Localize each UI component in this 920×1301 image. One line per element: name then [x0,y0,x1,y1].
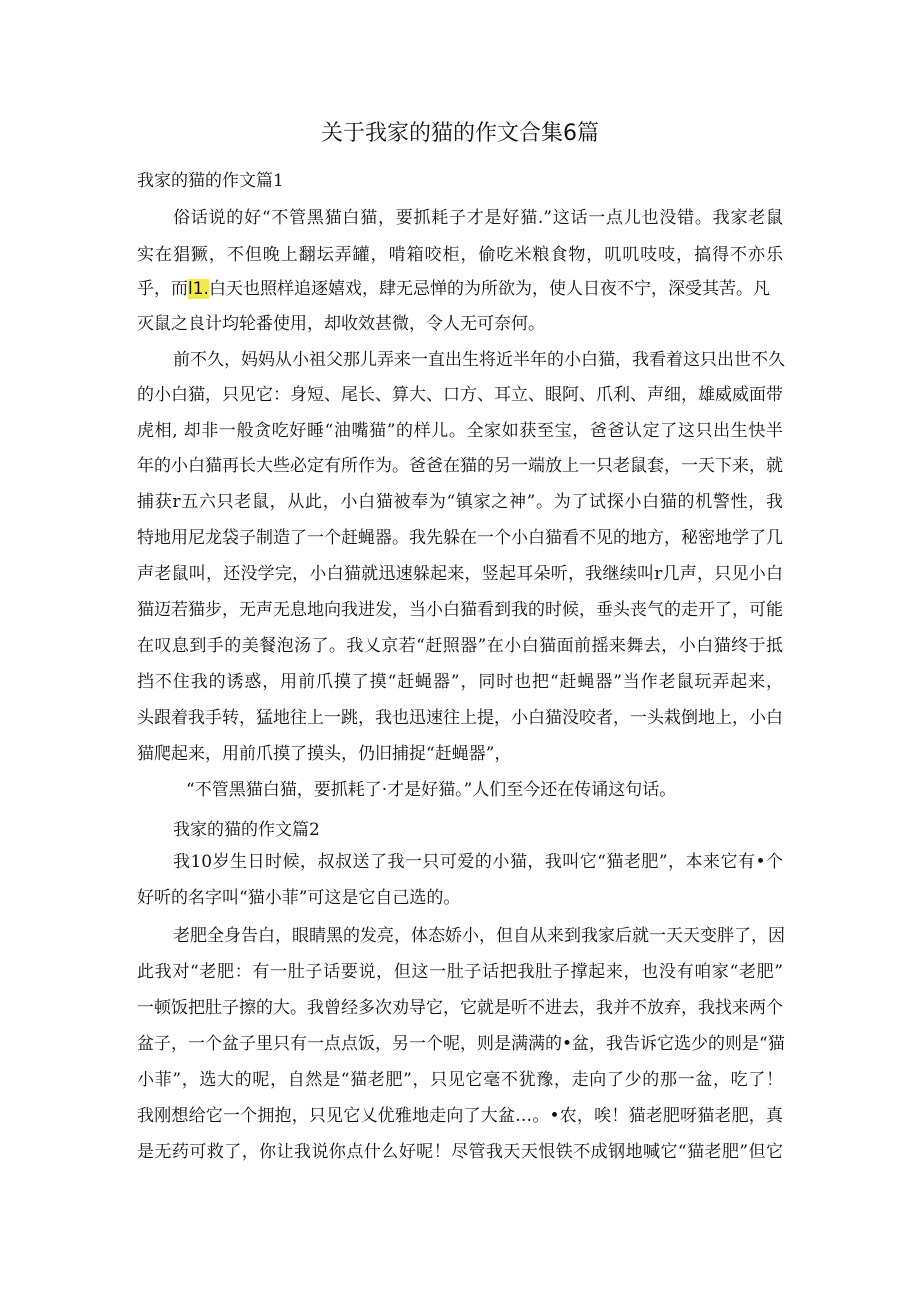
section-heading-2: 我家的猫的作文篇2 [173,820,320,840]
paragraph-line: 挡不住我的诱惑，用前爪摸了摸“赶蝇器”，同时也把“赶蝇器”当作老鼠玩弄起来， [137,672,783,692]
paragraph-line: 好听的名字叫“猫小菲”可这是它自己选的。 [137,888,461,908]
paragraph-line: 在叹息到手的美餐泡汤了。我乂京若“赶照器”在小白猫面前摇来舞去，小白猫终于抵 [137,636,783,656]
paragraph-line: 虎相, 却非一般贪吃好睡“油嘴猫”的样儿。全家如获至宝，爸爸认定了这只出生快半 [137,421,783,441]
paragraph-line: 实在猖獗，不但晚上翻坛弄罐，啃箱咬柜，偷吃米粮食物，叽叽吱吱，搞得不亦乐 [137,245,783,265]
section-heading-1: 我家的猫的作文篇1 [137,171,284,191]
paragraph-fragment: 乎，而 [137,279,188,299]
paragraph-line: 年的小白猫再长大些必定有所作为。爸爸在猫的另一端放上一只老鼠套，一天下来，就 [137,456,783,476]
document-title: 关于我家的猫的作文合集6篇 [321,121,599,146]
paragraph-line: 是无药可救了，你让我说你点什么好呢！尽管我天天恨铁不成钢地喊它“猫老肥”但它 [137,1142,783,1162]
paragraph-line: 猫爬起来，用前爪摸了摸头，仍旧捕捉“赶蝇器”， [137,744,512,764]
paragraph-line: 我刚想给它一个拥抱，只见它乂优雅地走向了大盆…。•农，唉！猫老肥呀猫老肥，真 [137,1106,783,1126]
paragraph-line: “不管黑猫白猫，要抓耗了·才是好猫。”人们至今还在传诵这句话。 [186,780,677,800]
paragraph-line: 此我对“老肥：有一肚子话要说，但这一肚子话把我肚子撑起来，也没有咱家“老肥” [137,962,783,982]
paragraph-line: 捕获r五六只老鼠，从此，小白猫被奉为“镇家之神”。为了试探小白猫的机警性，我 [137,492,783,512]
paragraph-line: 灭鼠之良计均轮番使用，却收效甚微，令人无可奈何。 [137,314,545,334]
highlighted-text: l1. [188,279,209,299]
paragraph-line: 猫迈若猫步，无声无息地向我进发，当小白猫看到我的时候，垂头丧气的走开了，可能 [137,600,783,620]
paragraph-line: 前不久，妈妈从小祖父那儿弄来一直出生将近半年的小白猫，我看着这只出世不久 [173,350,785,370]
paragraph-fragment: 白天也照样追逐嬉戏，肆无忌惮的为所欲为，使人日夜不宁，深受其苦。凡 [208,279,770,299]
paragraph-line: 头跟着我手转，猛地往上一跳，我也迅速往上提，小白猫没咬者，一头栽倒地上，小白 [137,708,783,728]
paragraph-line: 老肥全身告白，眼睛黑的发亮，体态娇小，但自从来到我家后就一天天变胖了，因 [173,926,785,946]
paragraph-line: 特地用尼龙袋子制造了一个赶蝇器。我先躲在一个小白猫看不见的地方，秘密地学了几 [137,528,783,548]
paragraph-line [137,279,783,299]
paragraph-line: 一顿饭把肚子擦的大。我曾经多次劝导它，它就是听不进去，我并不放弃，我找来两个 [137,998,783,1018]
paragraph-line: 小菲”，选大的呢，自然是“猫老肥”，只见它毫不犹豫，走向了少的那一盆，吃了！ [137,1070,783,1090]
paragraph-line: 声老鼠叫，还没学完，小白猫就迅速躲起来，竖起耳朵听，我继续叫r几声，只见小白 [137,564,783,584]
paragraph-line: 的小白猫，只见它：身短、尾长、算大、口方、耳立、眼阿、爪利、声细，雄威威面带 [137,385,783,405]
paragraph-line: 俗话说的好“不管黑猫白猫，要抓耗子才是好猫.”这话一点儿也没错。我家老鼠 [173,208,783,228]
paragraph-line: 盆子，一个盆子里只有一点点饭，另一个呢，则是满满的•盆，我告诉它选少的则是“猫 [137,1034,785,1054]
paragraph-line: 我10岁生日时候，叔叔送了我一只可爱的小猫，我叫它“猫老肥”，本来它有•个 [173,852,783,872]
